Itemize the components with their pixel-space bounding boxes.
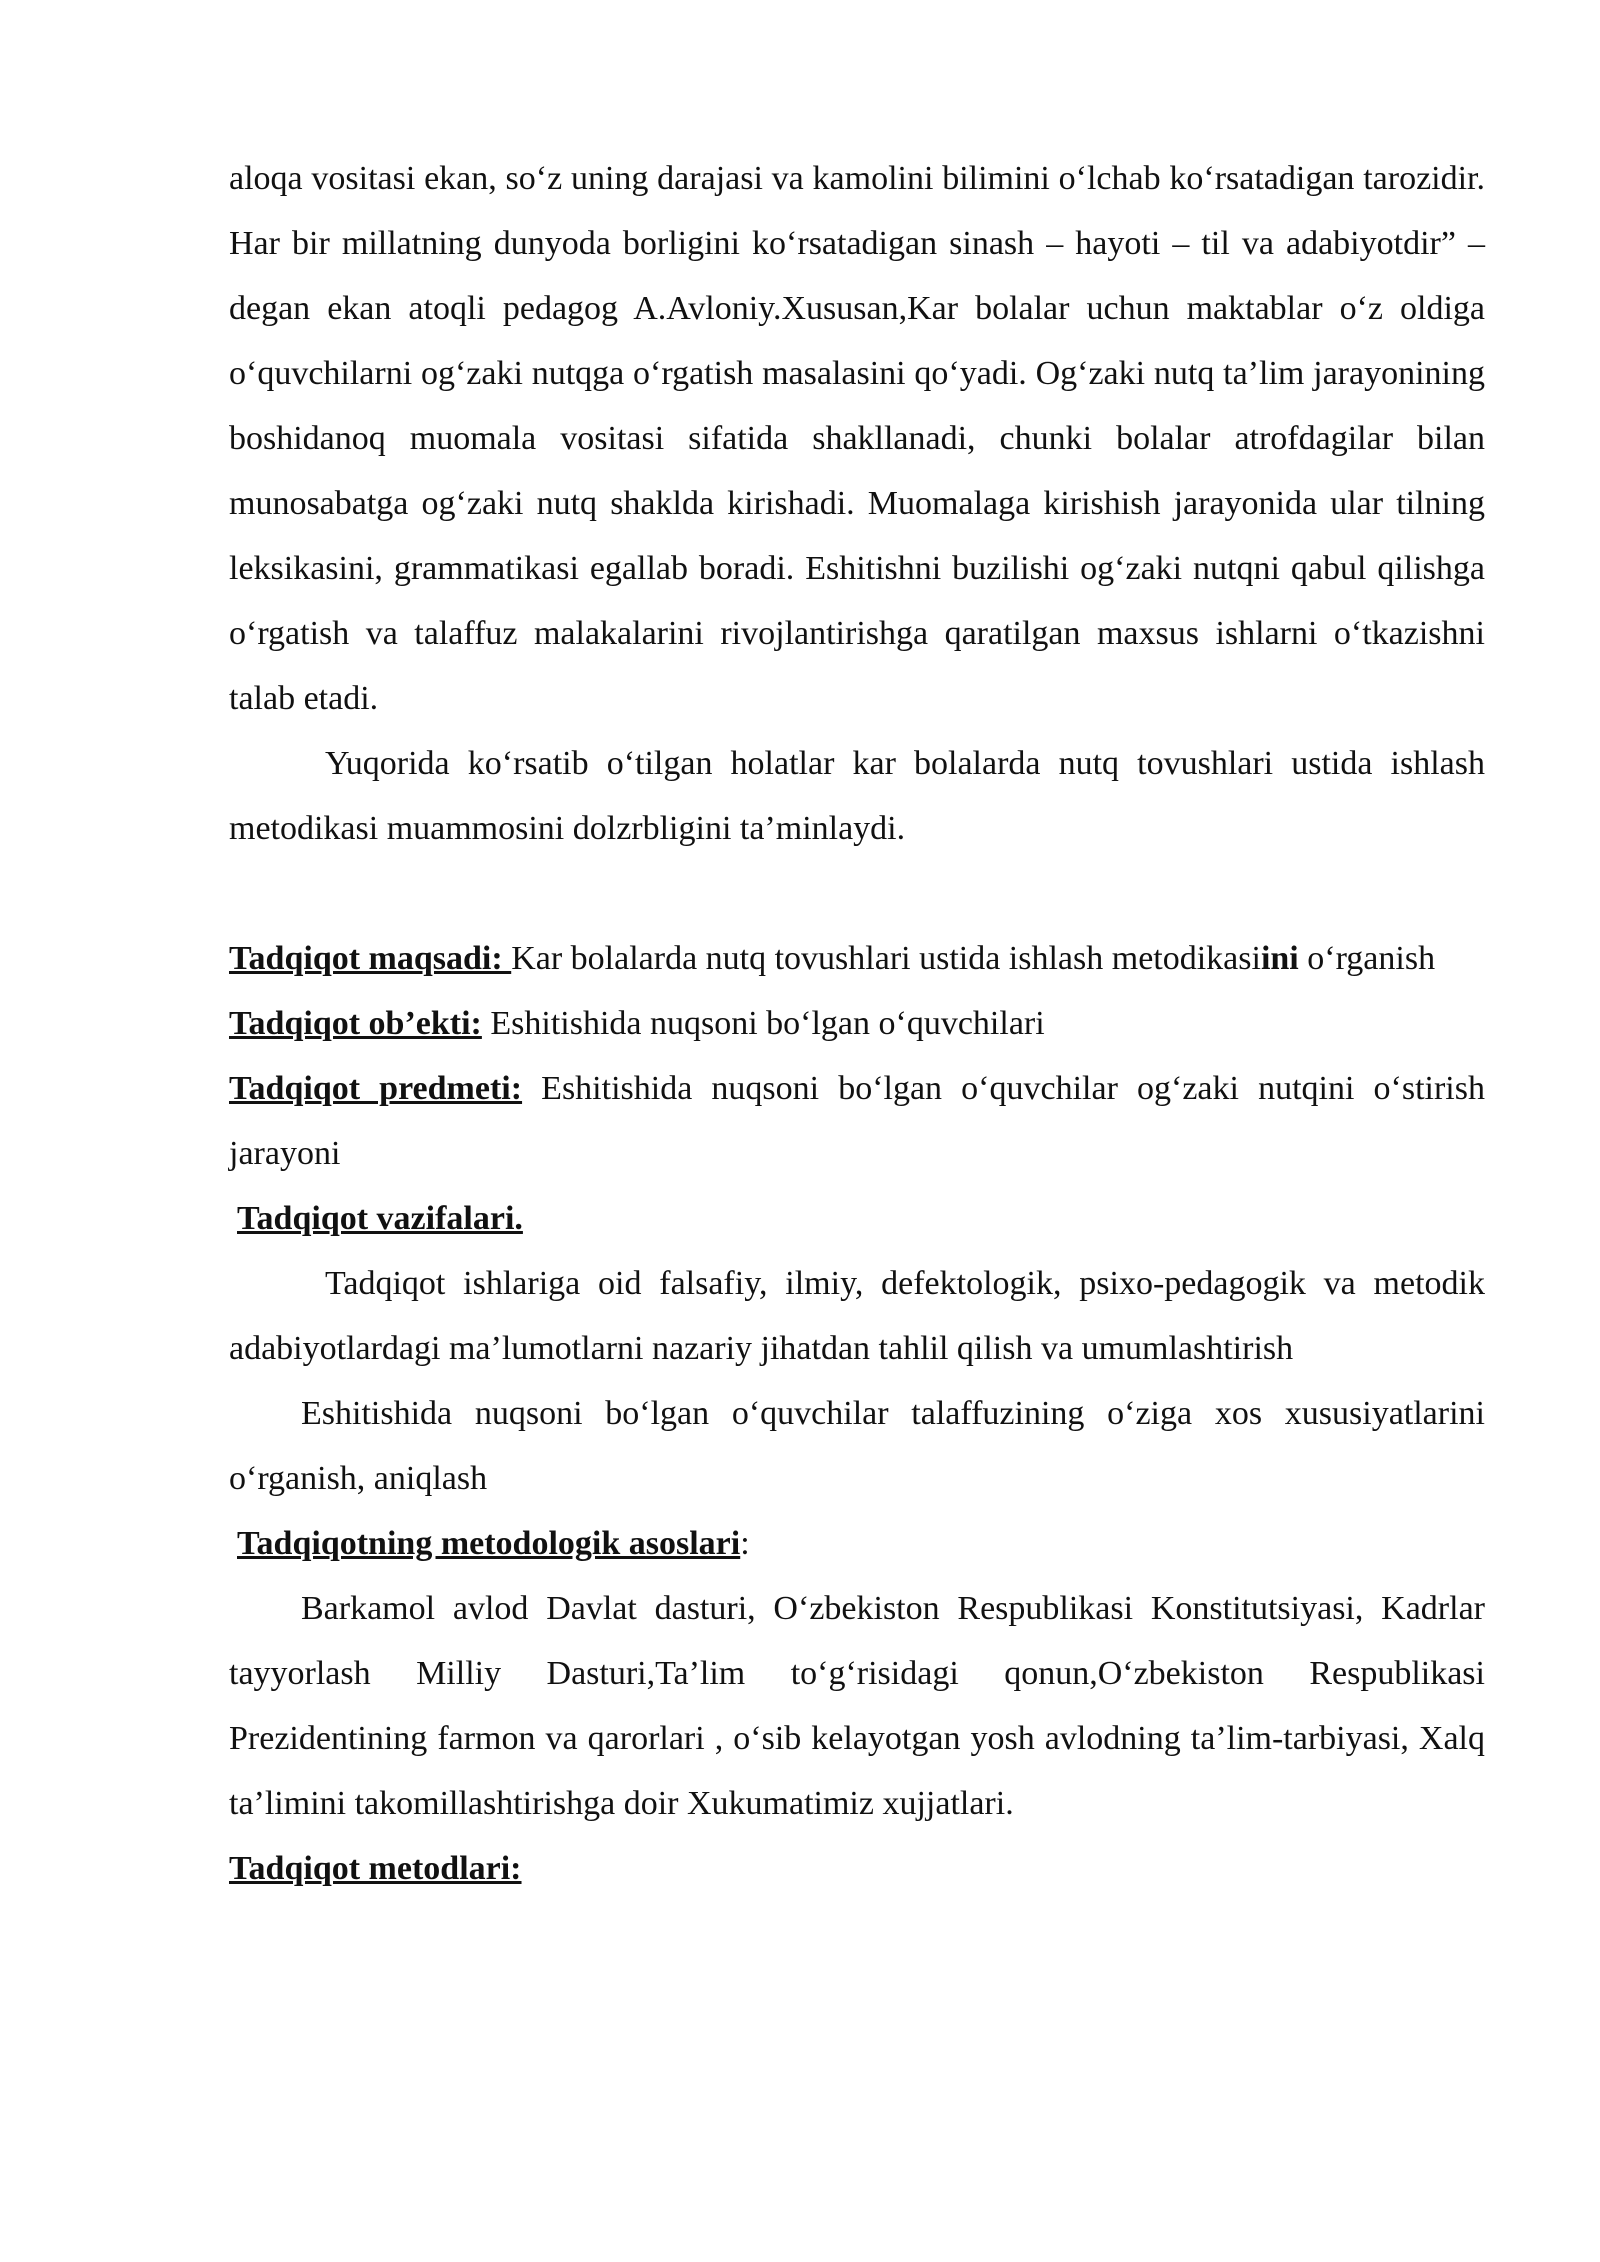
- goal-text: Kar bolalarda nutq tovushlari ustida ishlash metodikasi: [511, 940, 1261, 977]
- intro-paragraph: aloqa vositasi ekan, so‘z uning darajasi va kamolini bilimini o‘lchab ko‘rsatadigan tarozidir. Har bir millatning dunyoda borligini ko‘rsatadigan sinash – hayoti – til va adabiyotdir” – degan ekan atoqli pedagog A.Avloniy.Xususan,Kar bolalar uchun maktablar o‘z oldiga o‘quvchilarni og‘zaki nutqga o‘rgatish masalasini qo‘yadi. Og‘zaki nutq ta’lim jarayonining boshidanoq muomala vositasi sifatida shakllanadi, chunki bolalar atrofdagilar bilan munosabatga og‘zaki nutq shaklda kirishadi. Muomalaga kirishish jarayonida ular tilning leksikasini, grammatikasi egallab boradi. Eshitishni buzilishi og‘zaki nutqni qabul qilishga o‘rgatish va talaffuz malakalarini rivojlantirishga qaratilgan maxsus ishlarni o‘tkazishni talab etadi.: [229, 160, 1485, 717]
- subject-text: Eshitishida nuqsoni bo‘lgan o‘quvchilar og‘zaki nutqini o‘stirish jarayoni: [229, 1070, 1485, 1172]
- tasks-item-2: Eshitishida nuqsoni bo‘lgan o‘quvchilar talaffuzining o‘ziga xos xususiyatlarini o‘rganish, aniqlash: [229, 1395, 1485, 1497]
- object-text: Eshitishida nuqsoni bo‘lgan o‘quvchilari: [481, 1005, 1045, 1042]
- goal-text-suffix: ini: [1260, 940, 1299, 977]
- methodology-text: Barkamol avlod Davlat dasturi, O‘zbekiston Respublikasi Konstitutsiyasi, Kadrlar tayyorlash Milliy Dasturi,Ta’lim to‘g‘risidagi qonun,O‘zbekiston Respublikasi Prezidentining farmon va qarorlari , o‘sib kelayotgan yosh avlodning ta’lim-tarbiyasi, Xalq ta’limini takomillashtirishga doir Xukumatimiz xujjatlari.: [229, 1590, 1485, 1822]
- object-section: [229, 991, 1485, 1056]
- intro-paragraph-relevance: Yuqorida ko‘rsatib o‘tilgan holatlar kar bolalarda nutq tovushlari ustida ishlash metodikasi muammosini dolzrbligini ta’minlaydi.: [229, 745, 1485, 847]
- goal-section: [229, 926, 1485, 991]
- tasks-heading: Tadqiqot vazifalari.: [237, 1200, 523, 1237]
- methodology-section: [229, 1511, 1485, 1576]
- methods-section: [229, 1836, 1485, 1901]
- spacer: [229, 861, 1485, 926]
- methods-heading: Tadqiqot metodlari:: [229, 1850, 522, 1887]
- subject-section: [229, 1056, 1485, 1186]
- subject-heading: Tadqiqot predmeti:: [229, 1070, 523, 1107]
- tasks-item-1: Tadqiqot ishlariga oid falsafiy, ilmiy, defektologik, psixo-pedagogik va metodik adabiyotlardagi ma’lumotlarni nazariy jihatdan tahlil qilish va umumlashtirish: [229, 1265, 1485, 1367]
- methodology-colon: :: [740, 1525, 750, 1562]
- goal-heading: Tadqiqot maqsadi:: [229, 940, 512, 977]
- goal-text-continued: o‘rganish: [1298, 940, 1436, 977]
- object-heading: Tadqiqot ob’ekti:: [229, 1005, 482, 1042]
- tasks-section: [229, 1186, 1485, 1251]
- document-page: [229, 146, 1485, 1901]
- methodology-heading: Tadqiqotning metodologik asoslari: [237, 1525, 741, 1562]
